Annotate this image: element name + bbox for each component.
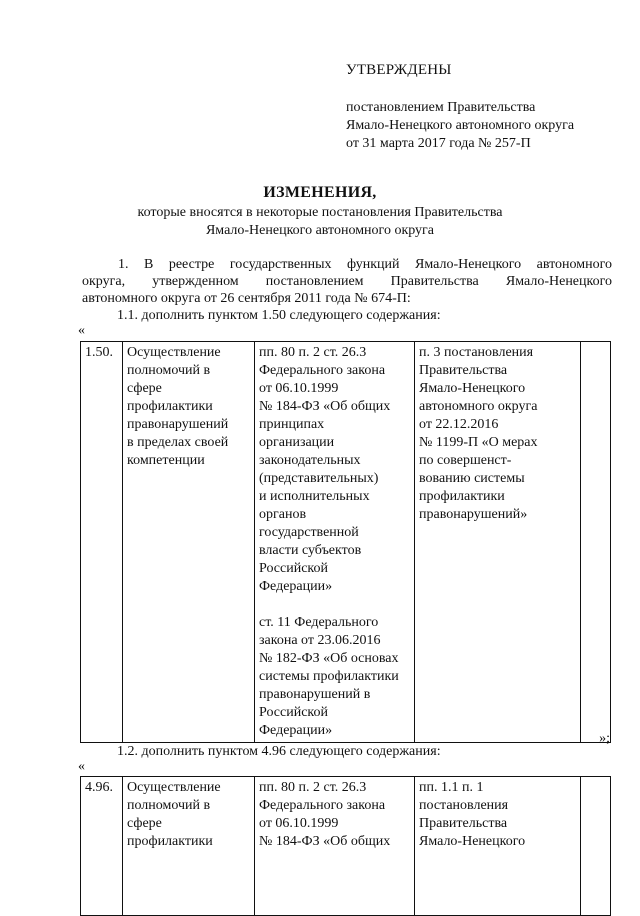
table-row [81,777,611,916]
legal-basis-cell: пп. 80 п. 2 ст. 26.3 Федерального закона от 06.10.1999 № 184-ФЗ «Об общих [255,777,415,916]
empty-cell [581,342,611,743]
close-quote: »; [599,731,610,746]
approval-title: УТВЕРЖДЕНЫ [346,62,452,78]
item-1-2-intro: 1.2. дополнить пунктом 4.96 следующего содержания: [117,744,441,759]
row-number: 1.50. [81,342,123,743]
open-quote: « [78,323,85,338]
empty-cell [581,777,611,916]
open-quote: « [78,759,85,774]
approval-line: постановлением Правительства [346,100,536,115]
regulatory-act-cell: пп. 1.1 п. 1 постановления Правительства Ямало-Ненецкого [415,777,581,916]
document-subheading: Ямало-Ненецкого автономного округа [205,223,435,238]
item-1-1-intro: 1.1. дополнить пунктом 1.50 следующего содержания: [117,308,441,323]
paragraph-line: округа, утвержденном постановлением Правительства Ямало-Ненецкого [82,274,612,289]
registry-table-2 [80,776,611,916]
row-number: 4.96. [81,777,123,916]
approval-line: от 31 марта 2017 года № 257-П [346,136,531,151]
paragraph-line: 1. В реестре государственных функций Ямало-Ненецкого автономного [118,257,612,272]
function-cell: Осуществление полномочий в сфере профилактики [123,777,255,916]
paragraph-1 [82,256,612,307]
function-cell: Осуществление полномочий в сфере профилактики правонарушений в пределах своей компетенции [123,342,255,743]
regulatory-act-cell: п. 3 постановления Правительства Ямало-Ненецкого автономного округа от 22.12.2016 № 1199-П «О мерах по совершенст- вованию системы профилактики правонарушений» [415,342,581,743]
document-heading: ИЗМЕНЕНИЯ, [263,184,377,201]
paragraph-line: автономного округа от 26 сентября 2011 года № 674-П: [82,291,411,306]
table-row [81,342,611,743]
legal-basis-cell: пп. 80 п. 2 ст. 26.3 Федерального закона от 06.10.1999 № 184-ФЗ «Об общих принципах организации законодательных (представительных) и исполнительных органов государственной власти субъектов Российской Федерации» ст. 11 Федерального закона от 23.06.2016 № 182-ФЗ «Об основах системы профилактики правонарушений в Российской Федерации» [255,342,415,743]
document-subheading: которые вносятся в некоторые постановления Правительства [137,205,503,220]
approval-line: Ямало-Ненецкого автономного округа [346,118,575,133]
registry-table-1 [80,341,611,743]
